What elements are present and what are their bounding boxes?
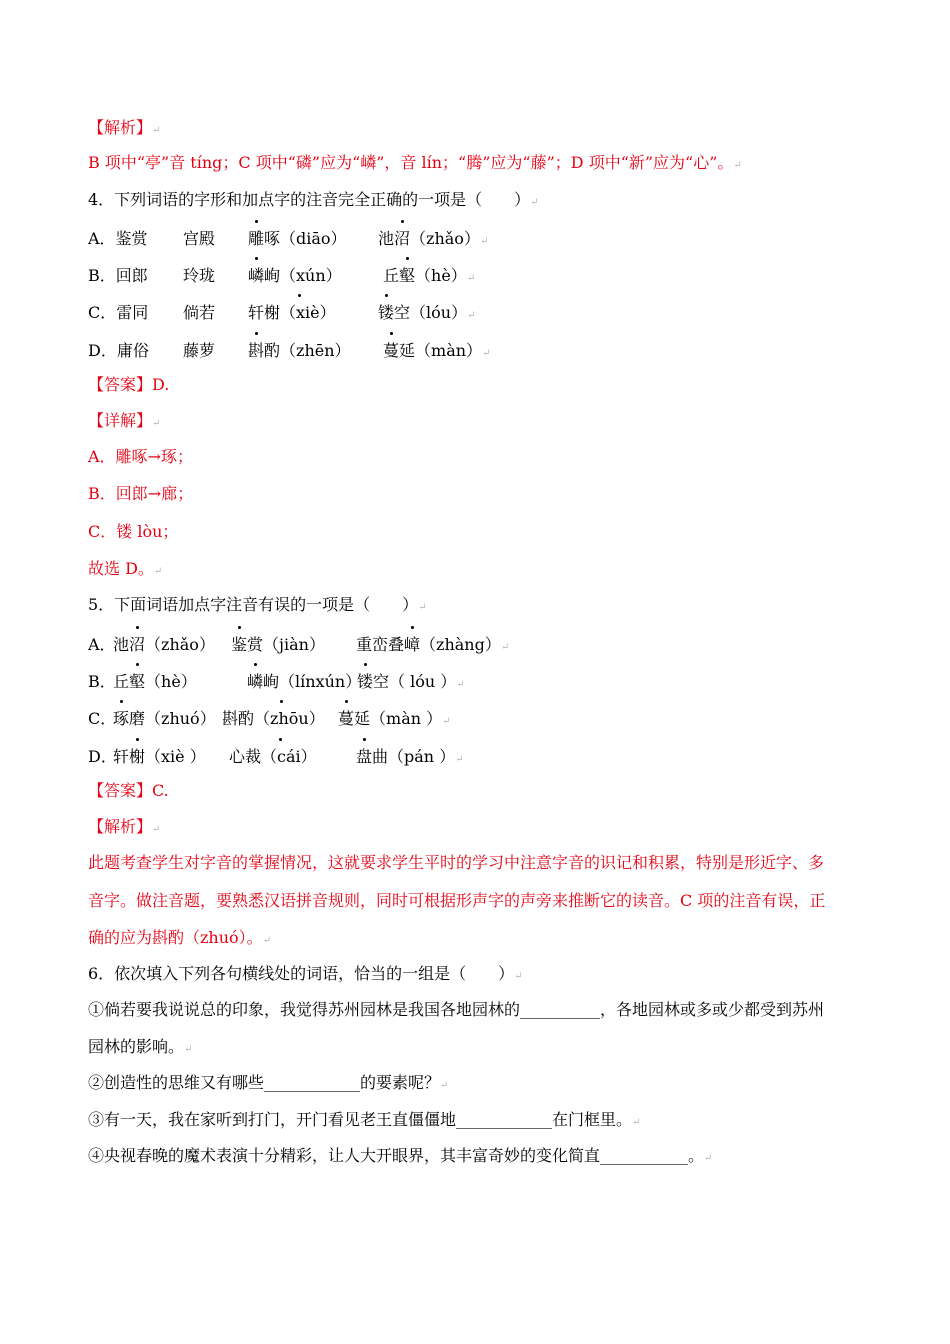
q5-analysis-line-3: 确的应为斟酌（zhuó）。↵: [88, 928, 272, 947]
q5-analysis-heading: 【解析】↵: [88, 817, 161, 836]
q4-answer: 【答案】D.: [88, 375, 170, 394]
q5-answer: 【答案】C.: [88, 781, 169, 800]
q6-sentence-4: ④央视春晚的魔术表演十分精彩，让人大开眼界，其丰富奇妙的变化简直___________。↵: [88, 1146, 713, 1165]
q4-stem: 4．下列词语的字形和加点字的注音完全正确的一项是（ ）↵: [88, 190, 539, 209]
q6-sentence-1a: ①倘若要我说说总的印象，我觉得苏州园林是我国各地园林的__________，各地园林或多或少都受到苏州: [88, 1000, 825, 1019]
q4-detail-c: C．镂 lòu；: [88, 522, 179, 541]
q6-sentence-3: ③有一天，我在家听到打门，开门看见老王直僵僵地____________在门框里。↵: [88, 1110, 641, 1129]
q4-conclusion: 故选 D。↵: [88, 559, 163, 578]
q6-sentence-2: ②创造性的思维又有哪些____________的要素呢？↵: [88, 1073, 449, 1092]
q5-analysis-line-1: 此题考查学生对字音的掌握情况，这就要求学生平时的学习中注意字音的识记和积累，特别是形近字、多: [88, 853, 825, 872]
q4-detail-a: A．雕啄→琢；: [88, 447, 193, 466]
q4-detail-b: B．回郎→廊；: [88, 484, 194, 503]
q5-stem: 5．下面词语加点字注音有误的一项是（ ）↵: [88, 595, 427, 614]
q6-stem: 6．依次填入下列各句横线处的词语，恰当的一组是（ ）↵: [88, 964, 523, 983]
analysis-text: B 项中“亭”音 tíng；C 项中“磷”应为“嶙”，音 lín；“腾”应为“藤”；D 项中“新”应为“心”。↵: [88, 153, 742, 172]
q4-detail-heading: 【详解】↵: [88, 411, 161, 430]
q5-analysis-line-2: 音字。做注音题，要熟悉汉语拼音规则，同时可根据形声字的声旁来推断它的读音。C 项的注音有误，正: [88, 891, 826, 910]
analysis-heading: 【解析】↵: [88, 118, 161, 137]
q6-sentence-1b: 园林的影响。↵: [88, 1037, 193, 1056]
